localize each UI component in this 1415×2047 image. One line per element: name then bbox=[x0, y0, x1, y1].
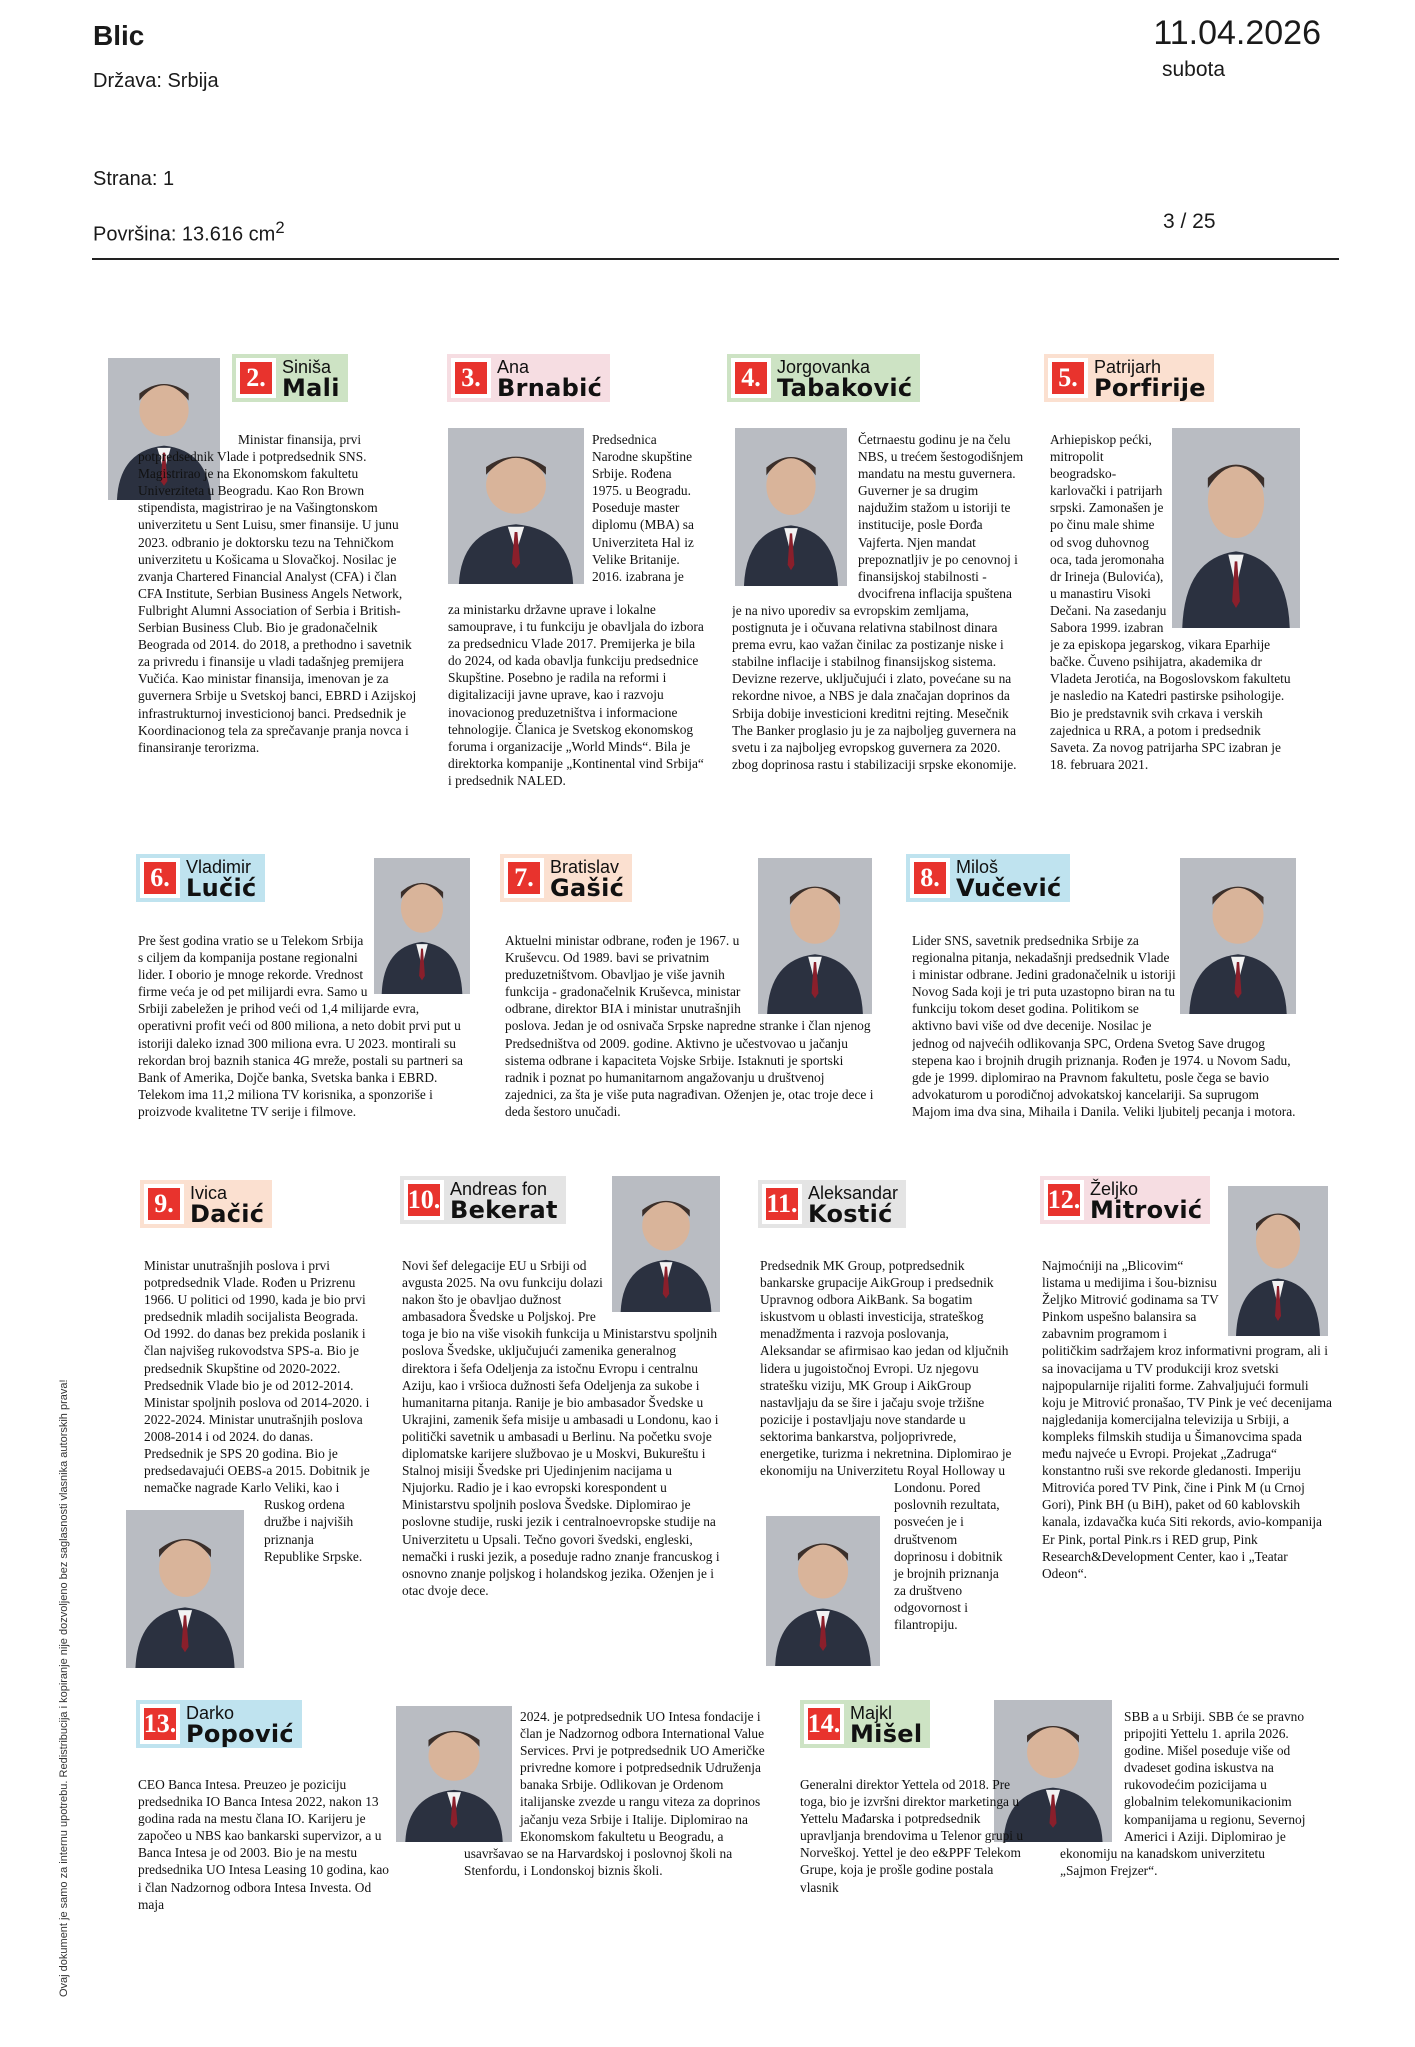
name-plate bbox=[140, 1180, 272, 1228]
name-plate bbox=[500, 854, 632, 902]
first-name: Jorgovanka bbox=[777, 357, 871, 377]
last-name: Popović bbox=[186, 1720, 294, 1748]
rank-number: 7. bbox=[504, 858, 544, 898]
profile-bio bbox=[402, 1257, 720, 1677]
issue-date: 11.04.2026 bbox=[1153, 14, 1321, 52]
header-divider bbox=[92, 258, 1339, 260]
profile-bio-part-1: Generalni direktor Yettela od 2018. Pre toga, bio je izvršni direktor marketinga u Yettelu Mađarska i potpredsednik upravljanja brendovima u Telenor grupi u Norveškoj. Yettel je deo e&PPF Telekom Grupe, koja je prošle godine postala vlasnik bbox=[800, 1777, 1024, 1895]
last-name: Porfirije bbox=[1094, 374, 1206, 402]
name-plate bbox=[1040, 1176, 1210, 1224]
rank-number: 11. bbox=[762, 1184, 802, 1224]
profile-bio bbox=[505, 932, 875, 1162]
last-name: Mali bbox=[282, 374, 340, 402]
area-label bbox=[93, 218, 285, 247]
name-plate bbox=[447, 354, 610, 402]
profile-bio bbox=[732, 431, 1024, 831]
profile-bio bbox=[144, 1257, 370, 1677]
rank-number: 2. bbox=[236, 358, 276, 398]
last-name: Mitrović bbox=[1090, 1196, 1203, 1224]
first-name: Miloš bbox=[956, 857, 999, 877]
last-name: Mišel bbox=[850, 1720, 923, 1748]
rank-number: 4. bbox=[731, 358, 771, 398]
profile-bio-text: Četrnaestu godinu je na čelu NBS, u trećem šestogodišnjem mandatu na mestu guvernera. Guverner je sa drugim najdužim stažom u istoriji te institucije, posle Đorđa Vajferta. Njen mandat prepoznatljiv je po cenovnoj i finansijskoj stabilnosti - dvocifrena inflacija spuštena je na nivo uporediv sa evropskim zemljama, postignuta je i očuvana relativna stabilnost dinara prema evru, kao važan činilac za postizanje niske i stabilne inflacije i stabilnog finansijskog sistema. Devizne rezerve, uključujući i zlato, povećane su na rekordne nivoe, a NBS je dala značajan doprinos da Srbija dobije investicioni kreditni rejting. Mesečnik The Banker proglasio ju je za najboljeg guvernera na svetu i za najboljeg evropskog guvernera za 2020. zbog doprinosa rastu i stabilizaciji srpske ekonomije. bbox=[732, 432, 1024, 772]
name-plate bbox=[400, 1176, 566, 1224]
first-name: Željko bbox=[1090, 1179, 1139, 1199]
name-plate bbox=[800, 1700, 930, 1748]
last-name: Kostić bbox=[808, 1200, 893, 1228]
first-name: Patrijarh bbox=[1094, 357, 1162, 377]
profile-bio-text: Arhiepiskop pećki, mitropolit beogradsko-karlovački i patrijarh srpski. Zamonašen je po činu male shime od svog duhovnog oca, tada jeromonaha dr Irineja (Bulovića), u manastiru Visoki Dečani. Na zasedanju Sabora 1999. izabran je za episkopa jegarskog, vikara Eparhije bačke. Čuveno psihijatra, akademika dr Vladeta Jerotića, na Bogoslovskom fakultetu je nasledio na Katedri pastirske psihologije. Bio je predstavnik svih crkava i verskih zajednica u RRA, a potom i predsednik Saveta. Za novog patrijarha SPC izabran je 18. februara 2021. bbox=[1050, 432, 1291, 772]
rank-number: 10. bbox=[404, 1180, 444, 1220]
last-name: Vučević bbox=[956, 874, 1062, 902]
copyright-side-note: Ovaj dokument je samo za internu upotrebu. Redistribucija i kopiranje nije dozvoljeno bez saglasnosti vlasnika autorskih prava! bbox=[58, 1379, 70, 1997]
profile-bio-text: Novi šef delegacije EU u Srbiji od avgusta 2025. Na ovu funkciju dolazi nakon što je obavljao dužnost ambasadora Švedske u Poljskoj. Pre toga je bio na više visokih funkcija u Ministarstvu spoljnih poslova Švedske, uključujući zamenika generalnog direktora i šefa Odeljenja za istočnu Evropu i centralnu Aziju, kao i vršioca dužnosti šefa Odeljenja za sukobe i humanitarna pitanja. Ranije je bio ambasador Švedske u Ukrajini, zamenik šefa misije u ambasadi u Londonu, kao i politički savetnik u ambasadi u Berlinu. Na početku svoje diplomatske karijere službovao je u Moskvi, Bukureštu i Stalnoj misiji Švedske pri Ujedinjenim nacijama u Njujorku. Radio je i kao evropski korespondent u Ministarstvu spoljnih poslova Švedske. Diplomirao je poslovne studije, ruski jezik i centralnoevropske studije na Univerzitetu u Upsali. Tečno govori švedski, engleski, nemački i ruski jezik, a poseduje radno znanje francuskog i osnovno znanje poljskog i holandskog jezika. Oženjen je i otac dvoje dece. bbox=[402, 1258, 720, 1598]
page-counter: 3 / 25 bbox=[1163, 210, 1216, 233]
last-name: Gašić bbox=[550, 874, 625, 902]
name-plate bbox=[906, 854, 1070, 902]
profile-bio bbox=[138, 932, 472, 1162]
profile-bio-text: Aktuelni ministar odbrane, rođen je 1967. u Kruševcu. Od 1989. bavi se privatnim preduzetništvom. Obavljao je više javnih funkcija - gradonačelnik Kruševca, ministar odbrane, direktor BIA i ministar unutrašnjih poslova. Jedan je od osnivača Srpske napredne stranke i član njenog Predsedništva od 2009. godine. Aktivno je učestvovao u jačanju sistema odbrane i kapaciteta Vojske Srbije. Istaknuti je sportski radnik i poznat po humanitarnom angažovanju u društvenoj zajednici, za šta je više puta nagrađivan. Oženjen je, otac troje dece i deda šestoro unučadi. bbox=[505, 933, 874, 1119]
profile-bio-part-2: za ministarku državne uprave i lokalne samouprave, i tu funkciju je obavljala do izbora za predsednicu Vlade 2017. Premijerka je bila do 2024, od kada obavlja funkciju predsednice Skupštine. Posebno je radila na reformi i digitalizaciji javne uprave, kao i razvoju inovacionog preduzetništva i informacione tehnologije. Članica je Svetskog ekonomskog foruma i organizacije „World Minds“. Bila je direktorka kompanije „Kontinental vind Srbija“ i predsednik NALED. bbox=[448, 602, 704, 788]
profile-bio bbox=[1042, 1257, 1332, 1677]
first-name: Majkl bbox=[850, 1703, 893, 1723]
profile-bio-text: Lider SNS, savetnik predsednika Srbije za regionalna pitanja, nekadašnji predsednik Vlade i ministar odbrane. Jedini gradonačelnik u istoriji Novog Sada koji je tri puta uzastopno biran na tu funkciju tokom deset godina. Politikom se aktivno bavi više od dve decenije. Nosilac je jednog od najvećih odlikovanja SPC, Ordena Svetog Save drugog stepena kao i brojnih drugih priznanja. Rođen je 1974. u Novom Sadu, gde je 1999. diplomirao na Pravnom fakultetu, posle čega se bavio advokaturom u porodičnoj advokatskoj kancelariji. Sa suprugom Majom ima dva sina, Mihaila i Danila. Veliki ljubitelj pecanja i motora. bbox=[912, 933, 1296, 1119]
rank-number: 13. bbox=[140, 1704, 180, 1744]
rank-number: 12. bbox=[1044, 1180, 1084, 1220]
rank-number: 6. bbox=[140, 858, 180, 898]
first-name: Aleksandar bbox=[808, 1183, 899, 1203]
profile-bio-part-2: 2024. je potpredsednik UO Intesa fondacije i član je Nadzornog odbora International Value Services. Prvi je potpredsednik UO Američke privredne komore i potpredsednik Udruženja banaka Srbije. Odlikovan je Ordenom italijanske zvezde u rangu viteza za doprinos jačanju veza Srbije i Italije. Diplomirao na Ekonomskom fakultetu u Beogradu, a usavršavao se na Harvardskoj i poslovnoj školi na Stenfordu, i Londonskoj biznis školi. bbox=[464, 1709, 765, 1878]
first-name: Ivica bbox=[190, 1183, 228, 1203]
first-name: Ana bbox=[497, 357, 530, 377]
profile-bio-text: Predsednik MK Group, potpredsednik bankarske grupacije AikGroup i predsednik Upravnog odbora AikBank. Sa bogatim iskustvom u oblasti investicija, strateškog menadžmenta i razvoja poslovanja, Aleksandar se afirmisao kao jedan od ključnih lidera u jugoistočnoj Evropi. Uz njegovu stratešku viziju, MK Group i AikGroup nastavljaju da se šire i jačaju svoje tržišne pozicije i postavljaju nove standarde u sektorima bankarstva, poljoprivrede, energetike, turizma i nekretnina. Diplomirao je ekonomiju na Univerzitetu Royal Holloway u Londonu. Pored poslovnih rezultata, posvećen je i društvenom doprinosu i dobitnik je brojnih priznanja za društveno odgovornost i filantropiju. bbox=[760, 1258, 1012, 1632]
name-plate bbox=[136, 854, 265, 902]
last-name: Dačić bbox=[190, 1200, 265, 1228]
country-label: Država: Srbija bbox=[93, 70, 219, 92]
last-name: Tabaković bbox=[777, 374, 913, 402]
name-plate bbox=[727, 354, 920, 402]
first-name: Bratislav bbox=[550, 857, 620, 877]
profile-bio: Ministar finansija, prvi potpredsednik Vlade i potpredsednik SNS. Magistrirao je na Ekonomskom fakultetu Univerziteta u Beogradu. Kao Ron Brown stipendista, magistrirao je na Vašingtonskom univerzitetu u Sent Luisu, smer finansije. U junu 2023. odbranio je doktorsku tezu na Tehničkom univerzitetu u Košicama u Slovačkoj. Nosilac je zvanja Chartered Financial Analyst (CFA) i član CFA Institute, Serbian Business Angels Network, Fulbright Alumni Association of Serbia i British-Serbian Business Club. Bio je gradonačelnik Beograda od 2014. do 2018, a prethodno i savetnik za privredu i finansije u vladi tadašnjeg premijera Vučića. Kao ministar finansija, imenovan je za guvernera Srbije u Svetskoj banci, EBRD i Azijskoj infrastrukturnoj investicionoj banci. Predsednik je Koordinacionog tela za sprečavanje pranja novca i finansiranje terorizma. bbox=[138, 432, 417, 755]
first-name: Vladimir bbox=[186, 857, 252, 877]
profile-bio-part-2: SBB a u Srbiji. SBB će se pravno pripojiti Yettelu 1. aprila 2026. godine. Mišel poseduje više od dvadeset godina iskustva na rukovodećim pozicijama u globalnim telekomunikacionim kompanijama u regionu, Severnoj Americi i Aziji. Diplomirao je ekonomiju na kanadskom univerzitetu „Sajmon Frejzer“. bbox=[1060, 1709, 1306, 1878]
name-plate bbox=[136, 1700, 302, 1748]
first-name: Siniša bbox=[282, 357, 332, 377]
publication-name: Blic bbox=[93, 20, 145, 51]
page-number-label: Strana: 1 bbox=[93, 168, 175, 190]
area-value: Površina: 13.616 cm bbox=[93, 223, 276, 246]
rank-number: 8. bbox=[910, 858, 950, 898]
profile-bio-text: Ministar unutrašnjih poslova i prvi potpredsednik Vlade. Rođen u Prizrenu 1966. U politici od 1990, kada je bio prvi predsednik mladih socijalista Beograda. Od 1992. do danas bez prekida poslanik i član najvišeg rukovodstva SPS-a. Bio je predsednik Skupštine od 2020-2022. Predsednik Vlade bio je od 2012-2014. Ministar spoljnih poslova od 2014-2020. i 2022-2024. Ministar unutrašnjih poslova 2008-2014 i od 2024. do danas. Predsednik je SPS 20 godina. Bio je predsedavajući OEBS-a 2015. Dobitnik je nemačke nagrade Karlo Veliki, kao i Ruskog ordena družbe i najviših priznanja Republike Srpske. bbox=[144, 1258, 370, 1564]
rank-number: 5. bbox=[1048, 358, 1088, 398]
first-name: Andreas fon bbox=[450, 1179, 548, 1199]
name-plate bbox=[758, 1180, 906, 1228]
profile-bio-text: Pre šest godina vratio se u Telekom Srbija s ciljem da kompanija postane regionalni lider. I oborio je mnoge rekorde. Vrednost firme veća je od pet milijardi evra. Samo u Srbiji zabeležen je prihod veći od 1,4 milijarde evra, operativni profit veći od 800 miliona, a neto dobit prvi put u istoriji daleko iznad 300 miliona evra. U 2023. montirali su rekordan broj baznih stanica 4G mreže, postali su partneri sa Bank of Amerika, Dojče banka, Svetska banka i EBRD. Telekom ima 11,2 miliona TV korisnika, a sponzoriše i proizvode kvalitetne TV serije i filmove. bbox=[138, 933, 463, 1119]
rank-number: 14. bbox=[804, 1704, 844, 1744]
issue-weekday: subota bbox=[1162, 58, 1226, 81]
last-name: Brnabić bbox=[497, 374, 603, 402]
profile-bio bbox=[760, 1257, 1012, 1677]
photo-ana-brnabic bbox=[448, 428, 584, 584]
last-name: Bekerat bbox=[450, 1196, 558, 1224]
rank-number: 3. bbox=[451, 358, 491, 398]
rank-number: 9. bbox=[144, 1184, 184, 1224]
profile-bio-part-1: CEO Banca Intesa. Preuzeo je poziciju predsednika IO Banca Intesa 2022, nakon 13 godina rada na mestu člana IO. Karijeru je započeo u NBS kao bankarski supervizor, a u Banca Intesa je od 2003. Bio je na mestu predsednika UO Intesa Leasing 10 godina, kao i član Nadzornog odbora Intesa Investa. Od maja bbox=[138, 1777, 390, 1912]
name-plate bbox=[1044, 354, 1214, 402]
first-name: Darko bbox=[186, 1703, 235, 1723]
name-plate bbox=[232, 354, 348, 402]
profile-bio bbox=[912, 932, 1300, 1162]
profile-bio bbox=[1050, 431, 1300, 831]
profile-bio-text: Najmoćniji na „Blicovim“ listama u medijima i šou-biznisu Željko Mitrović godinama sa TV Pinkom uspešno balansira sa zabavnim programom i političkim sadržajem kroz informativni program, ali i sa inovacijama u TV produkciji kroz svetski najpopularnije rijaliti forme. Zahvaljujući formuli koju je Mitrović pronašao, TV Pink je već decenijama najgledanija komercijalna televizija u Srbiji, a kompleks filmskih studija u Šimanovcima spada među najveće u Evropi. Projekat „Zadruga“ konstantno ruši sve rekorde gledanosti. Imperiju Mitrovića pored TV Pink, čine i Pink M (u Crnoj Gori), Pink BH (u BiH), paket od 60 kablovskih kanala, izdavačka kuća Siti rekords, avio-kompanija Er Pink, portal Pink.rs i RED grup, Pink Research&Development Center, kao i „Teatar Odeon“. bbox=[1042, 1258, 1332, 1581]
profile-bio-part-1: Predsednica Narodne skupštine Srbije. Rođena 1975. u Beogradu. Poseduje master diplomu (MBA) sa Univerziteta Hal iz Velike Britanije. 2016. izabrana je bbox=[592, 432, 694, 584]
last-name: Lučić bbox=[186, 874, 257, 902]
area-unit-exponent: 2 bbox=[275, 218, 285, 237]
